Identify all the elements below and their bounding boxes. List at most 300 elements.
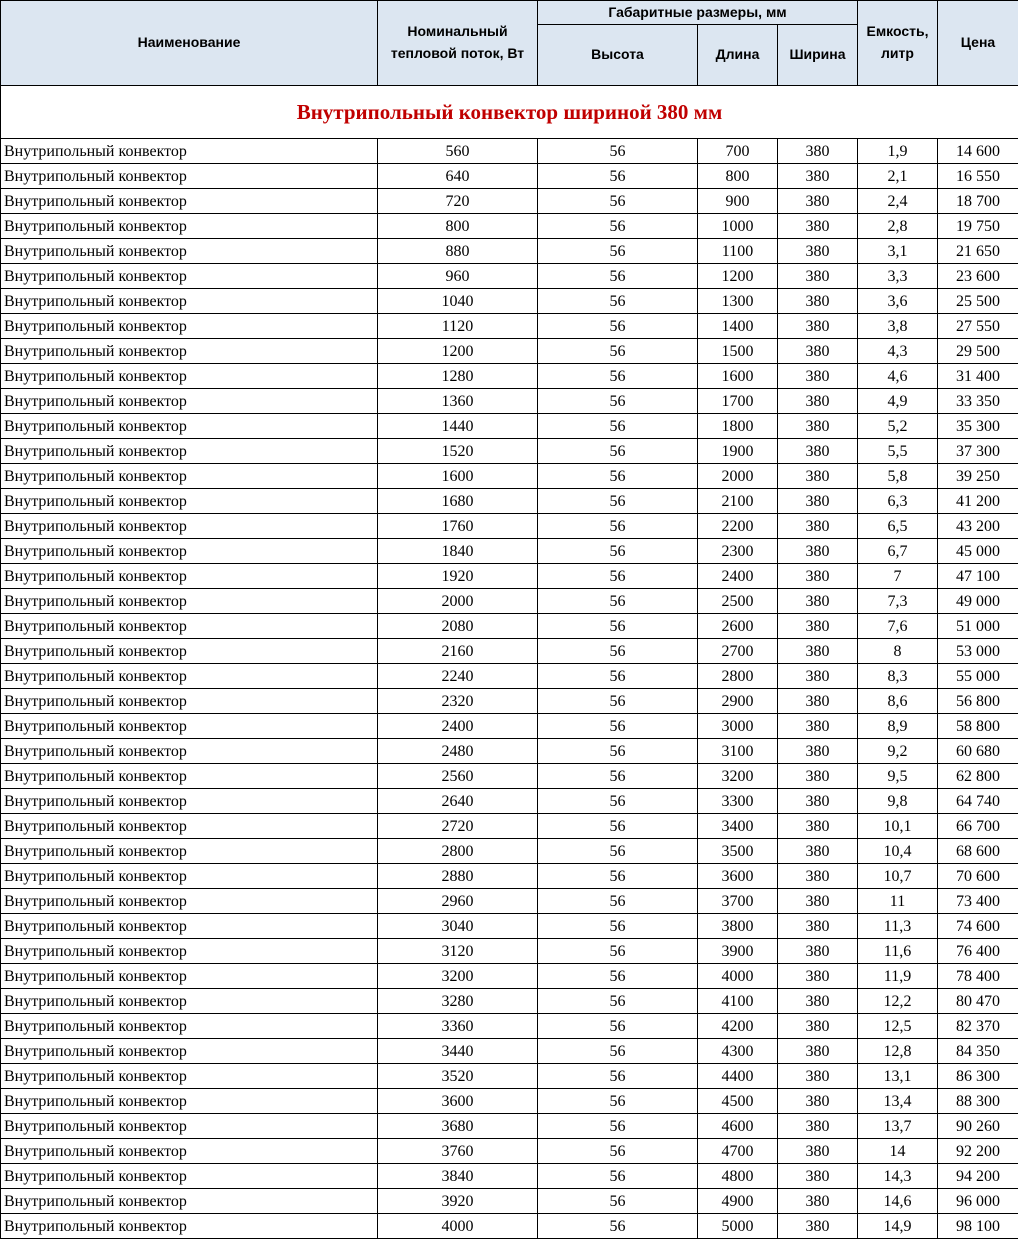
cell-width: 380 <box>778 539 858 564</box>
cell-power: 1120 <box>378 314 538 339</box>
header-power: Номинальный тепловой поток, Вт <box>378 1 538 86</box>
cell-name: Внутрипольный конвектор <box>1 1089 378 1114</box>
cell-name: Внутрипольный конвектор <box>1 589 378 614</box>
cell-volume: 5,5 <box>858 439 938 464</box>
cell-power: 1440 <box>378 414 538 439</box>
cell-width: 380 <box>778 389 858 414</box>
table-row <box>1 1139 1018 1164</box>
cell-power: 3600 <box>378 1089 538 1114</box>
cell-volume: 12,5 <box>858 1014 938 1039</box>
cell-length: 1800 <box>698 414 778 439</box>
cell-width: 380 <box>778 1089 858 1114</box>
cell-price: 68 600 <box>938 839 1018 864</box>
cell-power: 2800 <box>378 839 538 864</box>
cell-length: 2100 <box>698 489 778 514</box>
cell-height: 56 <box>538 1214 698 1239</box>
cell-power: 4000 <box>378 1214 538 1239</box>
cell-price: 49 000 <box>938 589 1018 614</box>
cell-width: 380 <box>778 889 858 914</box>
cell-height: 56 <box>538 439 698 464</box>
cell-price: 41 200 <box>938 489 1018 514</box>
table-row <box>1 1214 1018 1239</box>
cell-volume: 6,5 <box>858 514 938 539</box>
table-row <box>1 589 1018 614</box>
cell-power: 1840 <box>378 539 538 564</box>
cell-height: 56 <box>538 164 698 189</box>
cell-height: 56 <box>538 614 698 639</box>
cell-length: 4700 <box>698 1139 778 1164</box>
cell-height: 56 <box>538 1014 698 1039</box>
cell-width: 380 <box>778 264 858 289</box>
table-row <box>1 1189 1018 1214</box>
cell-height: 56 <box>538 939 698 964</box>
table-row <box>1 1039 1018 1064</box>
table-row <box>1 839 1018 864</box>
cell-height: 56 <box>538 564 698 589</box>
cell-width: 380 <box>778 664 858 689</box>
cell-price: 14 600 <box>938 139 1018 164</box>
cell-width: 380 <box>778 439 858 464</box>
cell-price: 92 200 <box>938 1139 1018 1164</box>
cell-price: 18 700 <box>938 189 1018 214</box>
table-row <box>1 789 1018 814</box>
cell-width: 380 <box>778 489 858 514</box>
cell-name: Внутрипольный конвектор <box>1 614 378 639</box>
cell-height: 56 <box>538 589 698 614</box>
cell-length: 2800 <box>698 664 778 689</box>
cell-name: Внутрипольный конвектор <box>1 439 378 464</box>
cell-price: 25 500 <box>938 289 1018 314</box>
cell-name: Внутрипольный конвектор <box>1 789 378 814</box>
cell-length: 3600 <box>698 864 778 889</box>
cell-width: 380 <box>778 339 858 364</box>
cell-height: 56 <box>538 239 698 264</box>
cell-price: 60 680 <box>938 739 1018 764</box>
cell-name: Внутрипольный конвектор <box>1 839 378 864</box>
cell-width: 380 <box>778 864 858 889</box>
cell-length: 2400 <box>698 564 778 589</box>
table-row <box>1 214 1018 239</box>
cell-power: 960 <box>378 264 538 289</box>
cell-volume: 14 <box>858 1139 938 1164</box>
table-row <box>1 989 1018 1014</box>
cell-price: 43 200 <box>938 514 1018 539</box>
cell-width: 380 <box>778 189 858 214</box>
cell-height: 56 <box>538 789 698 814</box>
table-row <box>1 689 1018 714</box>
cell-name: Внутрипольный конвектор <box>1 539 378 564</box>
section-title: Внутрипольный конвектор шириной 380 мм <box>1 86 1018 139</box>
cell-width: 380 <box>778 1164 858 1189</box>
table-row <box>1 639 1018 664</box>
cell-length: 3500 <box>698 839 778 864</box>
cell-width: 380 <box>778 1039 858 1064</box>
cell-length: 4600 <box>698 1114 778 1139</box>
cell-width: 380 <box>778 514 858 539</box>
cell-price: 94 200 <box>938 1164 1018 1189</box>
cell-price: 31 400 <box>938 364 1018 389</box>
cell-height: 56 <box>538 1189 698 1214</box>
cell-volume: 2,4 <box>858 189 938 214</box>
cell-length: 1400 <box>698 314 778 339</box>
cell-width: 380 <box>778 589 858 614</box>
cell-length: 1600 <box>698 364 778 389</box>
cell-name: Внутрипольный конвектор <box>1 739 378 764</box>
cell-length: 900 <box>698 189 778 214</box>
header-width: Ширина <box>778 25 858 86</box>
cell-price: 98 100 <box>938 1214 1018 1239</box>
cell-height: 56 <box>538 889 698 914</box>
cell-height: 56 <box>538 339 698 364</box>
table-row <box>1 564 1018 589</box>
cell-length: 800 <box>698 164 778 189</box>
cell-power: 1600 <box>378 464 538 489</box>
cell-width: 380 <box>778 1139 858 1164</box>
cell-volume: 11 <box>858 889 938 914</box>
cell-height: 56 <box>538 464 698 489</box>
cell-power: 1360 <box>378 389 538 414</box>
cell-height: 56 <box>538 689 698 714</box>
table-row <box>1 939 1018 964</box>
cell-height: 56 <box>538 389 698 414</box>
table-row <box>1 664 1018 689</box>
cell-height: 56 <box>538 664 698 689</box>
cell-price: 70 600 <box>938 864 1018 889</box>
cell-price: 58 800 <box>938 714 1018 739</box>
cell-width: 380 <box>778 964 858 989</box>
cell-power: 1920 <box>378 564 538 589</box>
table-row <box>1 1064 1018 1089</box>
cell-name: Внутрипольный конвектор <box>1 339 378 364</box>
cell-height: 56 <box>538 289 698 314</box>
cell-price: 37 300 <box>938 439 1018 464</box>
cell-length: 2300 <box>698 539 778 564</box>
cell-volume: 12,8 <box>858 1039 938 1064</box>
cell-volume: 6,7 <box>858 539 938 564</box>
cell-name: Внутрипольный конвектор <box>1 764 378 789</box>
cell-height: 56 <box>538 1064 698 1089</box>
cell-name: Внутрипольный конвектор <box>1 1064 378 1089</box>
cell-width: 380 <box>778 314 858 339</box>
cell-length: 4900 <box>698 1189 778 1214</box>
cell-volume: 11,9 <box>858 964 938 989</box>
cell-width: 380 <box>778 164 858 189</box>
header-dimensions: Габаритные размеры, мм <box>538 1 858 25</box>
cell-height: 56 <box>538 539 698 564</box>
cell-price: 74 600 <box>938 914 1018 939</box>
cell-volume: 3,1 <box>858 239 938 264</box>
cell-price: 84 350 <box>938 1039 1018 1064</box>
cell-name: Внутрипольный конвектор <box>1 489 378 514</box>
cell-length: 4000 <box>698 964 778 989</box>
table-row <box>1 439 1018 464</box>
cell-height: 56 <box>538 714 698 739</box>
cell-price: 27 550 <box>938 314 1018 339</box>
cell-length: 4100 <box>698 989 778 1014</box>
cell-power: 1200 <box>378 339 538 364</box>
cell-height: 56 <box>538 864 698 889</box>
cell-width: 380 <box>778 739 858 764</box>
table-row <box>1 339 1018 364</box>
cell-length: 3300 <box>698 789 778 814</box>
cell-height: 56 <box>538 214 698 239</box>
cell-width: 380 <box>778 689 858 714</box>
cell-height: 56 <box>538 189 698 214</box>
cell-height: 56 <box>538 964 698 989</box>
table-row <box>1 814 1018 839</box>
cell-price: 62 800 <box>938 764 1018 789</box>
cell-name: Внутрипольный конвектор <box>1 264 378 289</box>
cell-volume: 14,6 <box>858 1189 938 1214</box>
cell-name: Внутрипольный конвектор <box>1 414 378 439</box>
cell-price: 78 400 <box>938 964 1018 989</box>
table-row <box>1 139 1018 164</box>
cell-name: Внутрипольный конвектор <box>1 639 378 664</box>
cell-length: 2000 <box>698 464 778 489</box>
cell-volume: 9,8 <box>858 789 938 814</box>
cell-name: Внутрипольный конвектор <box>1 1014 378 1039</box>
cell-volume: 13,4 <box>858 1089 938 1114</box>
cell-width: 380 <box>778 939 858 964</box>
cell-price: 45 000 <box>938 539 1018 564</box>
cell-volume: 14,3 <box>858 1164 938 1189</box>
cell-length: 2900 <box>698 689 778 714</box>
cell-name: Внутрипольный конвектор <box>1 1139 378 1164</box>
cell-name: Внутрипольный конвектор <box>1 889 378 914</box>
cell-power: 3520 <box>378 1064 538 1089</box>
cell-name: Внутрипольный конвектор <box>1 564 378 589</box>
cell-price: 96 000 <box>938 1189 1018 1214</box>
cell-power: 2240 <box>378 664 538 689</box>
cell-volume: 13,1 <box>858 1064 938 1089</box>
cell-length: 5000 <box>698 1214 778 1239</box>
table-row <box>1 914 1018 939</box>
table-row <box>1 414 1018 439</box>
cell-length: 1300 <box>698 289 778 314</box>
cell-power: 2320 <box>378 689 538 714</box>
section-title-group <box>1 86 1018 139</box>
cell-power: 2560 <box>378 764 538 789</box>
table-row <box>1 264 1018 289</box>
cell-price: 16 550 <box>938 164 1018 189</box>
table-row <box>1 1114 1018 1139</box>
cell-price: 66 700 <box>938 814 1018 839</box>
header-length: Длина <box>698 25 778 86</box>
cell-power: 3680 <box>378 1114 538 1139</box>
cell-width: 380 <box>778 1189 858 1214</box>
cell-name: Внутрипольный конвектор <box>1 964 378 989</box>
cell-power: 3840 <box>378 1164 538 1189</box>
cell-length: 3100 <box>698 739 778 764</box>
cell-height: 56 <box>538 764 698 789</box>
cell-power: 800 <box>378 214 538 239</box>
cell-price: 64 740 <box>938 789 1018 814</box>
cell-volume: 12,2 <box>858 989 938 1014</box>
cell-height: 56 <box>538 989 698 1014</box>
cell-width: 380 <box>778 1214 858 1239</box>
cell-volume: 13,7 <box>858 1114 938 1139</box>
cell-power: 2880 <box>378 864 538 889</box>
table-row <box>1 889 1018 914</box>
cell-power: 1280 <box>378 364 538 389</box>
cell-price: 56 800 <box>938 689 1018 714</box>
cell-power: 3200 <box>378 964 538 989</box>
cell-height: 56 <box>538 1089 698 1114</box>
header-volume: Емкость, литр <box>858 1 938 86</box>
cell-name: Внутрипольный конвектор <box>1 514 378 539</box>
cell-power: 3760 <box>378 1139 538 1164</box>
cell-volume: 8,6 <box>858 689 938 714</box>
table-row <box>1 314 1018 339</box>
cell-length: 3400 <box>698 814 778 839</box>
cell-name: Внутрипольный конвектор <box>1 714 378 739</box>
cell-price: 73 400 <box>938 889 1018 914</box>
cell-name: Внутрипольный конвектор <box>1 689 378 714</box>
cell-length: 3800 <box>698 914 778 939</box>
cell-price: 76 400 <box>938 939 1018 964</box>
cell-volume: 10,7 <box>858 864 938 889</box>
table-row <box>1 1014 1018 1039</box>
cell-price: 80 470 <box>938 989 1018 1014</box>
cell-name: Внутрипольный конвектор <box>1 289 378 314</box>
cell-length: 4300 <box>698 1039 778 1064</box>
cell-name: Внутрипольный конвектор <box>1 389 378 414</box>
cell-power: 3120 <box>378 939 538 964</box>
cell-power: 3040 <box>378 914 538 939</box>
cell-volume: 2,1 <box>858 164 938 189</box>
cell-volume: 10,1 <box>858 814 938 839</box>
cell-power: 2480 <box>378 739 538 764</box>
table-row <box>1 714 1018 739</box>
cell-width: 380 <box>778 1114 858 1139</box>
cell-name: Внутрипольный конвектор <box>1 314 378 339</box>
cell-length: 4800 <box>698 1164 778 1189</box>
cell-power: 2720 <box>378 814 538 839</box>
table-row <box>1 239 1018 264</box>
cell-width: 380 <box>778 414 858 439</box>
cell-width: 380 <box>778 214 858 239</box>
cell-volume: 5,8 <box>858 464 938 489</box>
cell-height: 56 <box>538 639 698 664</box>
cell-width: 380 <box>778 839 858 864</box>
header-height: Высота <box>538 25 698 86</box>
cell-length: 4400 <box>698 1064 778 1089</box>
table-row <box>1 189 1018 214</box>
cell-volume: 11,6 <box>858 939 938 964</box>
table-header <box>1 1 1018 86</box>
cell-name: Внутрипольный конвектор <box>1 1114 378 1139</box>
cell-name: Внутрипольный конвектор <box>1 664 378 689</box>
cell-width: 380 <box>778 614 858 639</box>
table-row <box>1 614 1018 639</box>
cell-price: 82 370 <box>938 1014 1018 1039</box>
cell-name: Внутрипольный конвектор <box>1 814 378 839</box>
cell-length: 2600 <box>698 614 778 639</box>
cell-name: Внутрипольный конвектор <box>1 364 378 389</box>
cell-volume: 1,9 <box>858 139 938 164</box>
cell-price: 21 650 <box>938 239 1018 264</box>
cell-height: 56 <box>538 739 698 764</box>
cell-height: 56 <box>538 914 698 939</box>
table-row <box>1 864 1018 889</box>
cell-volume: 8 <box>858 639 938 664</box>
cell-price: 23 600 <box>938 264 1018 289</box>
cell-length: 4500 <box>698 1089 778 1114</box>
cell-power: 2400 <box>378 714 538 739</box>
table-body <box>1 139 1018 1239</box>
cell-price: 29 500 <box>938 339 1018 364</box>
cell-volume: 10,4 <box>858 839 938 864</box>
cell-length: 1700 <box>698 389 778 414</box>
table-row <box>1 464 1018 489</box>
cell-name: Внутрипольный конвектор <box>1 1214 378 1239</box>
cell-length: 3200 <box>698 764 778 789</box>
cell-volume: 9,2 <box>858 739 938 764</box>
cell-volume: 5,2 <box>858 414 938 439</box>
cell-width: 380 <box>778 139 858 164</box>
cell-length: 1900 <box>698 439 778 464</box>
table-row <box>1 539 1018 564</box>
cell-length: 2700 <box>698 639 778 664</box>
cell-name: Внутрипольный конвектор <box>1 939 378 964</box>
cell-height: 56 <box>538 514 698 539</box>
cell-price: 33 350 <box>938 389 1018 414</box>
cell-height: 56 <box>538 1164 698 1189</box>
cell-volume: 7,3 <box>858 589 938 614</box>
cell-power: 880 <box>378 239 538 264</box>
cell-height: 56 <box>538 814 698 839</box>
cell-width: 380 <box>778 239 858 264</box>
cell-volume: 3,6 <box>858 289 938 314</box>
cell-name: Внутрипольный конвектор <box>1 864 378 889</box>
cell-price: 86 300 <box>938 1064 1018 1089</box>
cell-name: Внутрипольный конвектор <box>1 239 378 264</box>
cell-power: 3920 <box>378 1189 538 1214</box>
cell-name: Внутрипольный конвектор <box>1 464 378 489</box>
cell-height: 56 <box>538 139 698 164</box>
cell-length: 1200 <box>698 264 778 289</box>
cell-volume: 7,6 <box>858 614 938 639</box>
cell-width: 380 <box>778 364 858 389</box>
cell-length: 1000 <box>698 214 778 239</box>
cell-width: 380 <box>778 464 858 489</box>
cell-name: Внутрипольный конвектор <box>1 189 378 214</box>
cell-length: 3900 <box>698 939 778 964</box>
table-row <box>1 389 1018 414</box>
table-row <box>1 739 1018 764</box>
cell-width: 380 <box>778 1014 858 1039</box>
table-row <box>1 964 1018 989</box>
cell-name: Внутрипольный конвектор <box>1 989 378 1014</box>
cell-power: 2160 <box>378 639 538 664</box>
cell-height: 56 <box>538 1039 698 1064</box>
table-row <box>1 489 1018 514</box>
table-row <box>1 164 1018 189</box>
cell-volume: 4,6 <box>858 364 938 389</box>
header-name: Наименование <box>1 1 378 86</box>
cell-volume: 2,8 <box>858 214 938 239</box>
cell-volume: 6,3 <box>858 489 938 514</box>
cell-power: 2640 <box>378 789 538 814</box>
cell-width: 380 <box>778 814 858 839</box>
cell-length: 3700 <box>698 889 778 914</box>
cell-width: 380 <box>778 789 858 814</box>
cell-height: 56 <box>538 414 698 439</box>
cell-length: 2500 <box>698 589 778 614</box>
cell-height: 56 <box>538 489 698 514</box>
cell-volume: 3,3 <box>858 264 938 289</box>
table-row <box>1 289 1018 314</box>
